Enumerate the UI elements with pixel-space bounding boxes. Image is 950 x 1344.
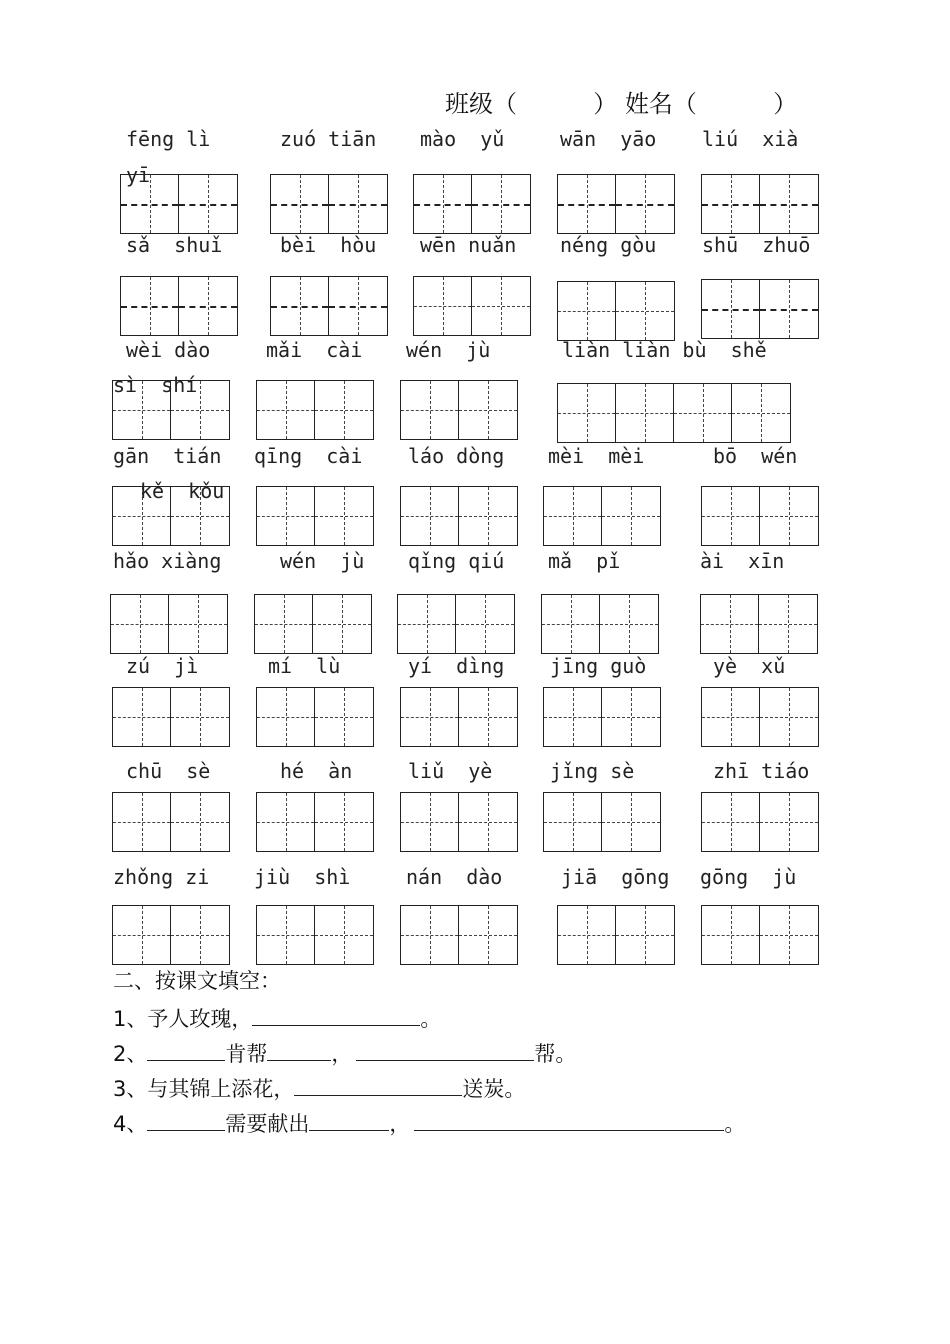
pinyin-label: gōng jù [700, 865, 797, 889]
pinyin-label: wān yāo [560, 127, 657, 151]
writing-grid[interactable] [557, 174, 675, 234]
pinyin-label: hǎo xiàng [113, 549, 222, 573]
writing-grid[interactable] [256, 486, 374, 546]
pinyin-label: liàn liàn bù shě [562, 338, 767, 362]
writing-grid[interactable] [112, 905, 230, 965]
writing-grid[interactable] [701, 279, 819, 339]
q4-end: 。 [724, 1112, 746, 1136]
pinyin-label: yè xǔ [713, 654, 786, 678]
answer-blank[interactable] [147, 1038, 225, 1061]
pinyin-label: sì shí [113, 373, 198, 397]
class-name-header [445, 84, 797, 119]
q3-text: 3、与其锦上添花， [113, 1077, 295, 1101]
writing-grid[interactable] [400, 792, 518, 852]
pinyin-label: mào yǔ [420, 127, 505, 151]
pinyin-label: yí dìng [408, 654, 505, 678]
q3-end: 送炭。 [462, 1077, 526, 1101]
writing-grid[interactable] [112, 687, 230, 747]
fill-question-1 [113, 1003, 441, 1033]
pinyin-label: jīng guò [550, 654, 647, 678]
pinyin-label: liú xià [702, 127, 799, 151]
q2-text: 2、 [113, 1042, 148, 1066]
answer-blank[interactable] [267, 1038, 331, 1061]
writing-grid[interactable] [397, 594, 515, 654]
writing-grid[interactable] [543, 687, 661, 747]
pinyin-label: mèi mèi [548, 444, 645, 468]
writing-grid[interactable] [256, 380, 374, 440]
pinyin-label: gān tián [113, 444, 222, 468]
pinyin-label: mǎ pǐ [548, 549, 621, 573]
writing-grid[interactable] [400, 905, 518, 965]
writing-grid[interactable] [120, 276, 238, 336]
fill-question-3 [113, 1073, 525, 1103]
writing-grid[interactable] [270, 174, 388, 234]
fill-question-4 [113, 1108, 745, 1138]
writing-grid[interactable] [701, 174, 819, 234]
answer-blank[interactable] [309, 1108, 389, 1131]
answer-blank[interactable] [356, 1038, 534, 1061]
pinyin-label: zhī tiáo [713, 759, 810, 783]
pinyin-label: bèi hòu [280, 233, 377, 257]
writing-grid[interactable] [557, 905, 675, 965]
pinyin-label: wēn nuǎn [420, 233, 517, 257]
writing-grid[interactable] [700, 594, 818, 654]
class-close: ） [593, 90, 618, 118]
section-title: 二、按课文填空： [113, 969, 281, 993]
pinyin-label: jiù shì [254, 865, 351, 889]
pinyin-label: chū sè [126, 759, 211, 783]
pinyin-label: liǔ yè [408, 759, 493, 783]
pinyin-label: zhǒng zi [113, 865, 210, 889]
pinyin-label: ài xīn [700, 549, 785, 573]
name-label: 姓名（ [624, 90, 697, 118]
pinyin-label: sǎ shuǐ [126, 233, 223, 257]
fill-question-2 [113, 1038, 576, 1068]
writing-grid[interactable] [400, 687, 518, 747]
writing-grid[interactable] [112, 792, 230, 852]
q4-comma: ， [389, 1112, 411, 1136]
q4-mid: 需要献出 [225, 1112, 310, 1136]
writing-grid-four[interactable] [557, 383, 791, 443]
pinyin-label: jiā gōng [561, 865, 670, 889]
answer-blank[interactable] [147, 1108, 225, 1131]
writing-grid[interactable] [557, 281, 675, 341]
writing-grid[interactable] [413, 276, 531, 336]
pinyin-label: shū zhuō [702, 233, 811, 257]
pinyin-label: zuó tiān [280, 127, 377, 151]
writing-grid[interactable] [543, 486, 661, 546]
writing-grid[interactable] [541, 594, 659, 654]
pinyin-label: wèi dào [126, 338, 211, 362]
pinyin-label: qīng cài [254, 444, 363, 468]
pinyin-label: qǐng qiú [408, 549, 505, 573]
writing-grid[interactable] [413, 174, 531, 234]
writing-grid[interactable] [701, 792, 819, 852]
answer-blank[interactable] [252, 1003, 420, 1026]
writing-grid[interactable] [256, 792, 374, 852]
pinyin-label: wén jù [406, 338, 491, 362]
writing-grid[interactable] [701, 905, 819, 965]
writing-grid[interactable] [110, 594, 228, 654]
pinyin-label: yī [126, 163, 151, 187]
writing-grid[interactable] [701, 687, 819, 747]
writing-grid[interactable] [254, 594, 372, 654]
pinyin-label: zú jì [126, 654, 199, 678]
pinyin-label: mí lù [268, 654, 341, 678]
pinyin-label: nán dào [406, 865, 503, 889]
pinyin-label: hé àn [280, 759, 353, 783]
q2-mid: 肯帮 [225, 1042, 268, 1066]
writing-grid[interactable] [256, 687, 374, 747]
answer-blank[interactable] [414, 1108, 724, 1131]
class-label: 班级（ [445, 90, 517, 118]
name-close: ） [773, 90, 798, 118]
pinyin-label: láo dòng [408, 444, 505, 468]
pinyin-label: mǎi cài [266, 338, 363, 362]
pinyin-label: wén jù [280, 549, 365, 573]
q1-end: 。 [420, 1007, 442, 1031]
writing-grid[interactable] [270, 276, 388, 336]
writing-grid[interactable] [400, 380, 518, 440]
q2-comma: ， [331, 1042, 353, 1066]
writing-grid[interactable] [701, 486, 819, 546]
pinyin-label: fēng lì [126, 127, 211, 151]
writing-grid[interactable] [400, 486, 518, 546]
pinyin-label: jǐng sè [550, 759, 635, 783]
pinyin-label: kě kǒu [140, 479, 225, 503]
pinyin-label: bō wén [713, 444, 798, 468]
writing-grid[interactable] [543, 792, 661, 852]
q2-end: 帮。 [534, 1042, 577, 1066]
writing-grid[interactable] [256, 905, 374, 965]
pinyin-label: néng gòu [560, 233, 657, 257]
q4-text: 4、 [113, 1112, 148, 1136]
answer-blank[interactable] [294, 1073, 462, 1096]
q1-text: 1、予人玫瑰， [113, 1007, 253, 1031]
